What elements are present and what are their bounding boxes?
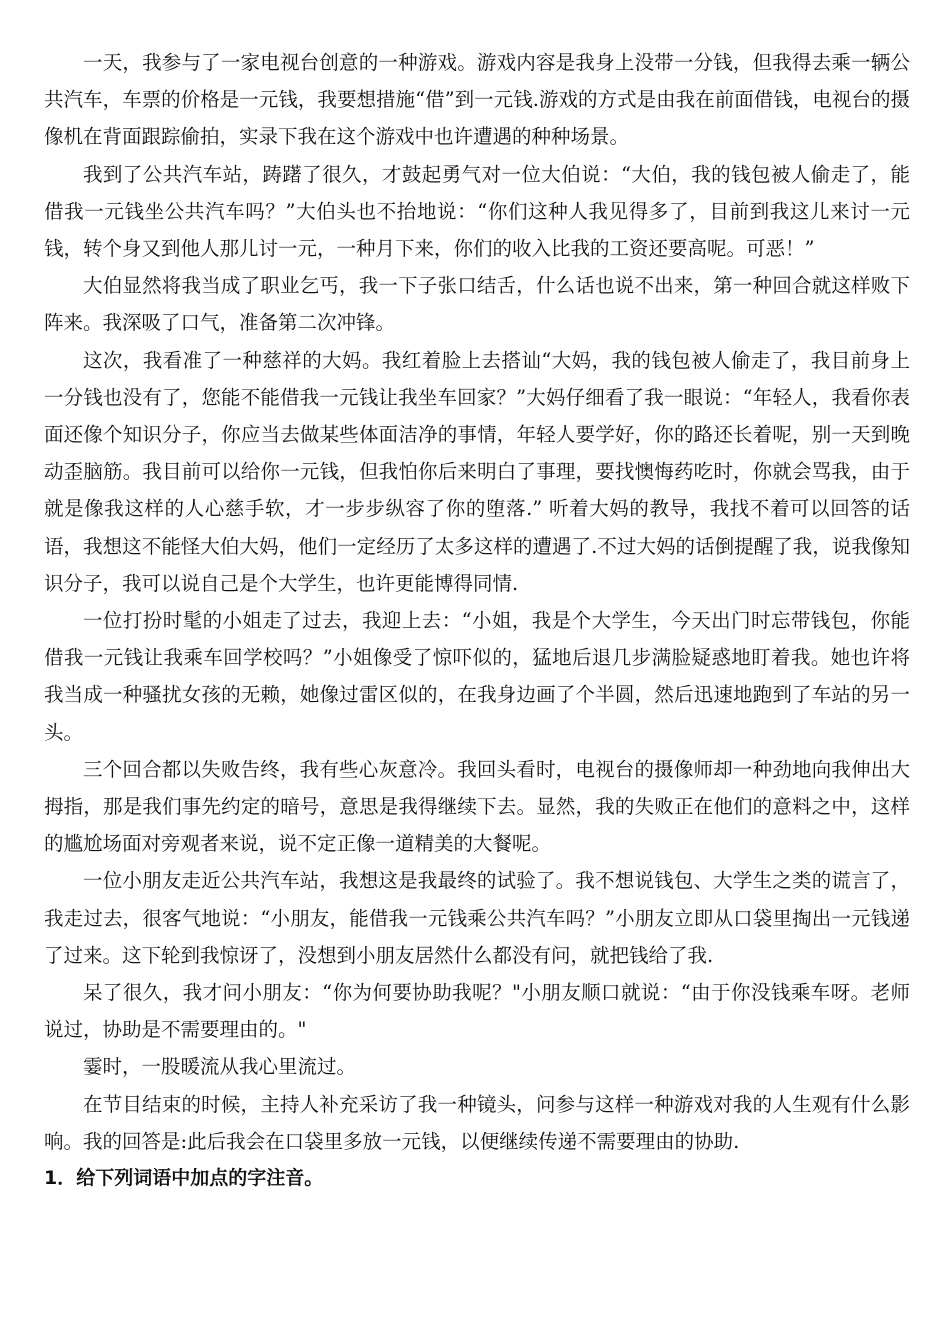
- paragraph-9: 霎时，一股暖流从我心里流过。: [83, 1055, 357, 1079]
- paragraph-8: 呆了很久，我才问小朋友：“你为何要协助我呢？"小朋友顺口就说：“由于你没钱乘车呀。老师说过，协助是不需要理由的。": [44, 981, 910, 1042]
- paragraph-10: 在节目结束的时候，主持人补充采访了我一种镜头，问参与这样一种游戏对我的人生观有什么影响。我的回答是:此后我会在口袋里多放一元钱，以便继续传递不需要理由的协助.: [44, 1092, 910, 1153]
- paragraph-5: 一位打扮时髦的小姐走了过去，我迎上去：“小姐，我是个大学生，今天出门时忘带钱包，你能借我一元钱让我乘车回学校吗？”小姐像受了惊吓似的，猛地后退几步满脸疑惑地盯着我。她也许将我当成一种骚扰女孩的无赖，她像过雷区似的，在我身边画了个半圆，然后迅速地跑到了车站的另一头。: [44, 609, 910, 744]
- paragraph-2: 我到了公共汽车站，踌躇了很久，才鼓起勇气对一位大伯说：“大伯，我的钱包被人偷走了，能借我一元钱坐公共汽车吗？”大伯头也不抬地说：“你们这种人我见得多了，目前到我这儿来讨一元钱，转个身又到他人那儿讨一元，一种月下来，你们的收入比我的工资还要高呢。可恶！”: [44, 162, 910, 261]
- paragraph-7: 一位小朋友走近公共汽车站，我想这是我最终的试验了。我不想说钱包、大学生之类的谎言了，我走过去，很客气地说：“小朋友，能借我一元钱乘公共汽车吗？”小朋友立即从口袋里掏出一元钱递了过来。这下轮到我惊讶了，没想到小朋友居然什么都没有问，就把钱给了我.: [44, 869, 910, 967]
- document-page: [44, 44, 910, 1197]
- paragraph-4: 这次，我看准了一种慈祥的大妈。我红着脸上去搭讪“大妈，我的钱包被人偷走了，我目前身上一分钱也没有了，您能不能借我一元钱让我坐车回家？”大妈仔细看了我一眼说：“年轻人，我看你表面还像个知识分子，你应当去做某些体面洁净的事情，年轻人要学好，你的路还长着呢，别一天到晚动歪脑筋。我目前可以给你一元钱，但我怕你后来明白了事理，要找懊悔药吃时，你就会骂我，由于就是像我这样的人心慈手软，才一步步纵容了你的堕落.” 听着大妈的教导，我找不着可以回答的话语，我想这不能怪大伯大妈，他们一定经历了太多这样的遭遇了.不过大妈的话倒提醒了我，说我像知识分子，我可以说自己是个大学生，也许更能博得同情.: [44, 348, 910, 595]
- paragraph-1: 一天，我参与了一家电视台创意的一种游戏。游戏内容是我身上没带一分钱，但我得去乘一辆公共汽车，车票的价格是一元钱，我要想措施“借”到一元钱.游戏的方式是由我在前面借钱，电视台的摄像机在背面跟踪偷拍，实录下我在这个游戏中也许遭遇的种种场景。: [44, 51, 910, 149]
- paragraph-6: 三个回合都以失败告终，我有些心灰意冷。我回头看时，电视台的摄像师却一种劲地向我伸出大拇指，那是我们事先约定的暗号，意思是我得继续下去。显然，我的失败正在他们的意料之中，这样的尴尬场面对旁观者来说，说不定正像一道精美的大餐呢。: [44, 757, 910, 856]
- paragraph-3: 大伯显然将我当成了职业乞丐，我一下子张口结舌，什么话也说不出来，第一种回合就这样败下阵来。我深吸了口气，准备第二次冲锋。: [44, 274, 910, 335]
- question-1-heading: 1．给下列词语中加点的字注音。: [44, 1167, 324, 1190]
